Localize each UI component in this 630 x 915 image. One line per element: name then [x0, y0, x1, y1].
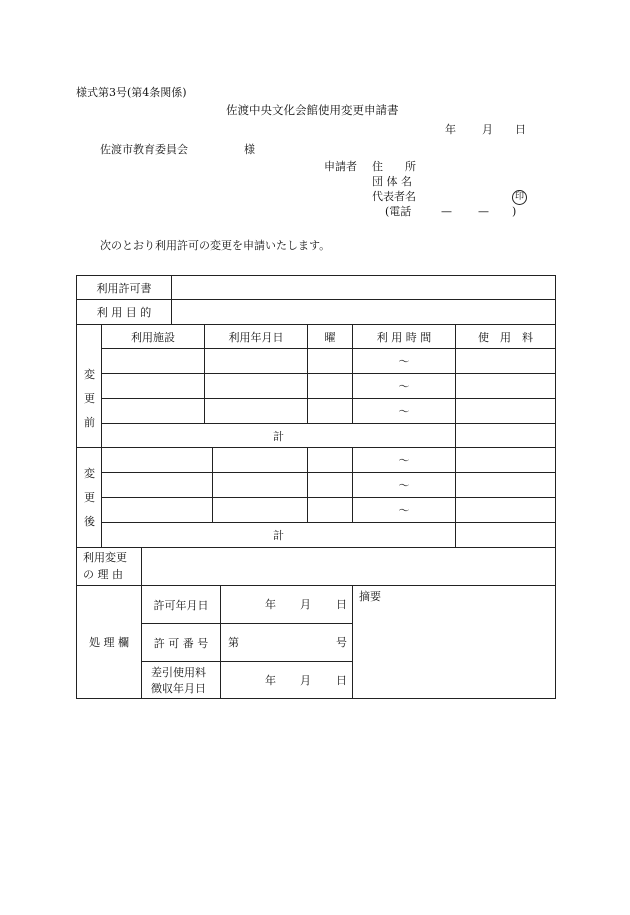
intro-text: 次のとおり利用許可の変更を申請いたします。: [100, 239, 331, 252]
summary-label: 摘要: [359, 590, 381, 603]
reason-label-line1: 利用変更: [83, 551, 127, 564]
after-total-label: 計: [273, 529, 284, 542]
addressee: 佐渡市教育委員会: [100, 143, 188, 156]
date-year-label: 年: [445, 123, 456, 136]
permit-date-label: 許可年月日: [153, 598, 209, 612]
before-char-1: 変: [84, 368, 95, 381]
col-facility: 利用施設: [131, 330, 175, 344]
after-char-1: 変: [84, 467, 95, 480]
after-char-3: 後: [84, 515, 95, 528]
before-char-3: 前: [84, 416, 95, 429]
honorific: 様: [244, 143, 255, 156]
permit-label: 利用許可書: [96, 281, 152, 295]
document-title: 佐渡中央文化会館使用変更申請書: [226, 103, 399, 117]
reason-value[interactable]: [142, 548, 555, 585]
fee-date-year: 年: [265, 674, 276, 687]
before-char-2: 更: [84, 392, 95, 405]
phone-label: (電話: [385, 205, 412, 218]
after-time-range-1: ～: [398, 454, 410, 467]
before-time-range-1: ～: [398, 355, 410, 368]
after-time-range-3: ～: [398, 504, 410, 517]
before-time-range-3: ～: [398, 405, 410, 418]
purpose-value[interactable]: [172, 300, 555, 324]
col-fee: 使 用 料: [478, 330, 533, 344]
fee-date-label-line2: 徴収年月日: [151, 682, 206, 695]
seal-mark-icon: 印: [512, 190, 527, 205]
permit-value[interactable]: [172, 276, 555, 299]
address-label: 住 所: [372, 160, 416, 173]
col-weekday: 曜: [324, 330, 336, 344]
date-day-label: 日: [515, 123, 526, 136]
permit-number-label: 許 可 番 号: [153, 636, 209, 650]
date-month-label: 月: [482, 123, 493, 136]
purpose-label: 利 用 目 的: [96, 306, 152, 319]
fee-date-month: 月: [300, 674, 311, 687]
fee-date-label-line1: 差引使用料: [151, 666, 206, 679]
fee-date-day: 日: [336, 674, 347, 687]
permit-date-month: 月: [300, 598, 311, 611]
representative-label: 代表者名: [372, 190, 416, 203]
before-time-range-2: ～: [398, 380, 410, 393]
col-time: 利 用 時 間: [376, 330, 432, 344]
group-name-label: 団 体 名: [372, 175, 412, 188]
phone-dash-2: —: [478, 205, 489, 218]
reason-label-line2: の 理 由: [83, 568, 123, 581]
before-total-label: 計: [273, 429, 284, 443]
after-time-range-2: ～: [398, 479, 410, 492]
form-number: 様式第3号(第4条関係): [76, 86, 187, 99]
phone-dash-1: —: [441, 205, 452, 218]
phone-close: ): [512, 205, 517, 218]
permit-date-day: 日: [336, 598, 347, 611]
applicant-label: 申請者: [324, 160, 357, 173]
permit-number-suffix: 号: [336, 636, 347, 649]
processing-label: 処 理 欄: [89, 636, 129, 649]
after-char-2: 更: [84, 491, 95, 504]
permit-date-year: 年: [265, 598, 276, 611]
permit-number-prefix: 第: [228, 636, 239, 649]
col-date: 利用年月日: [228, 330, 284, 344]
